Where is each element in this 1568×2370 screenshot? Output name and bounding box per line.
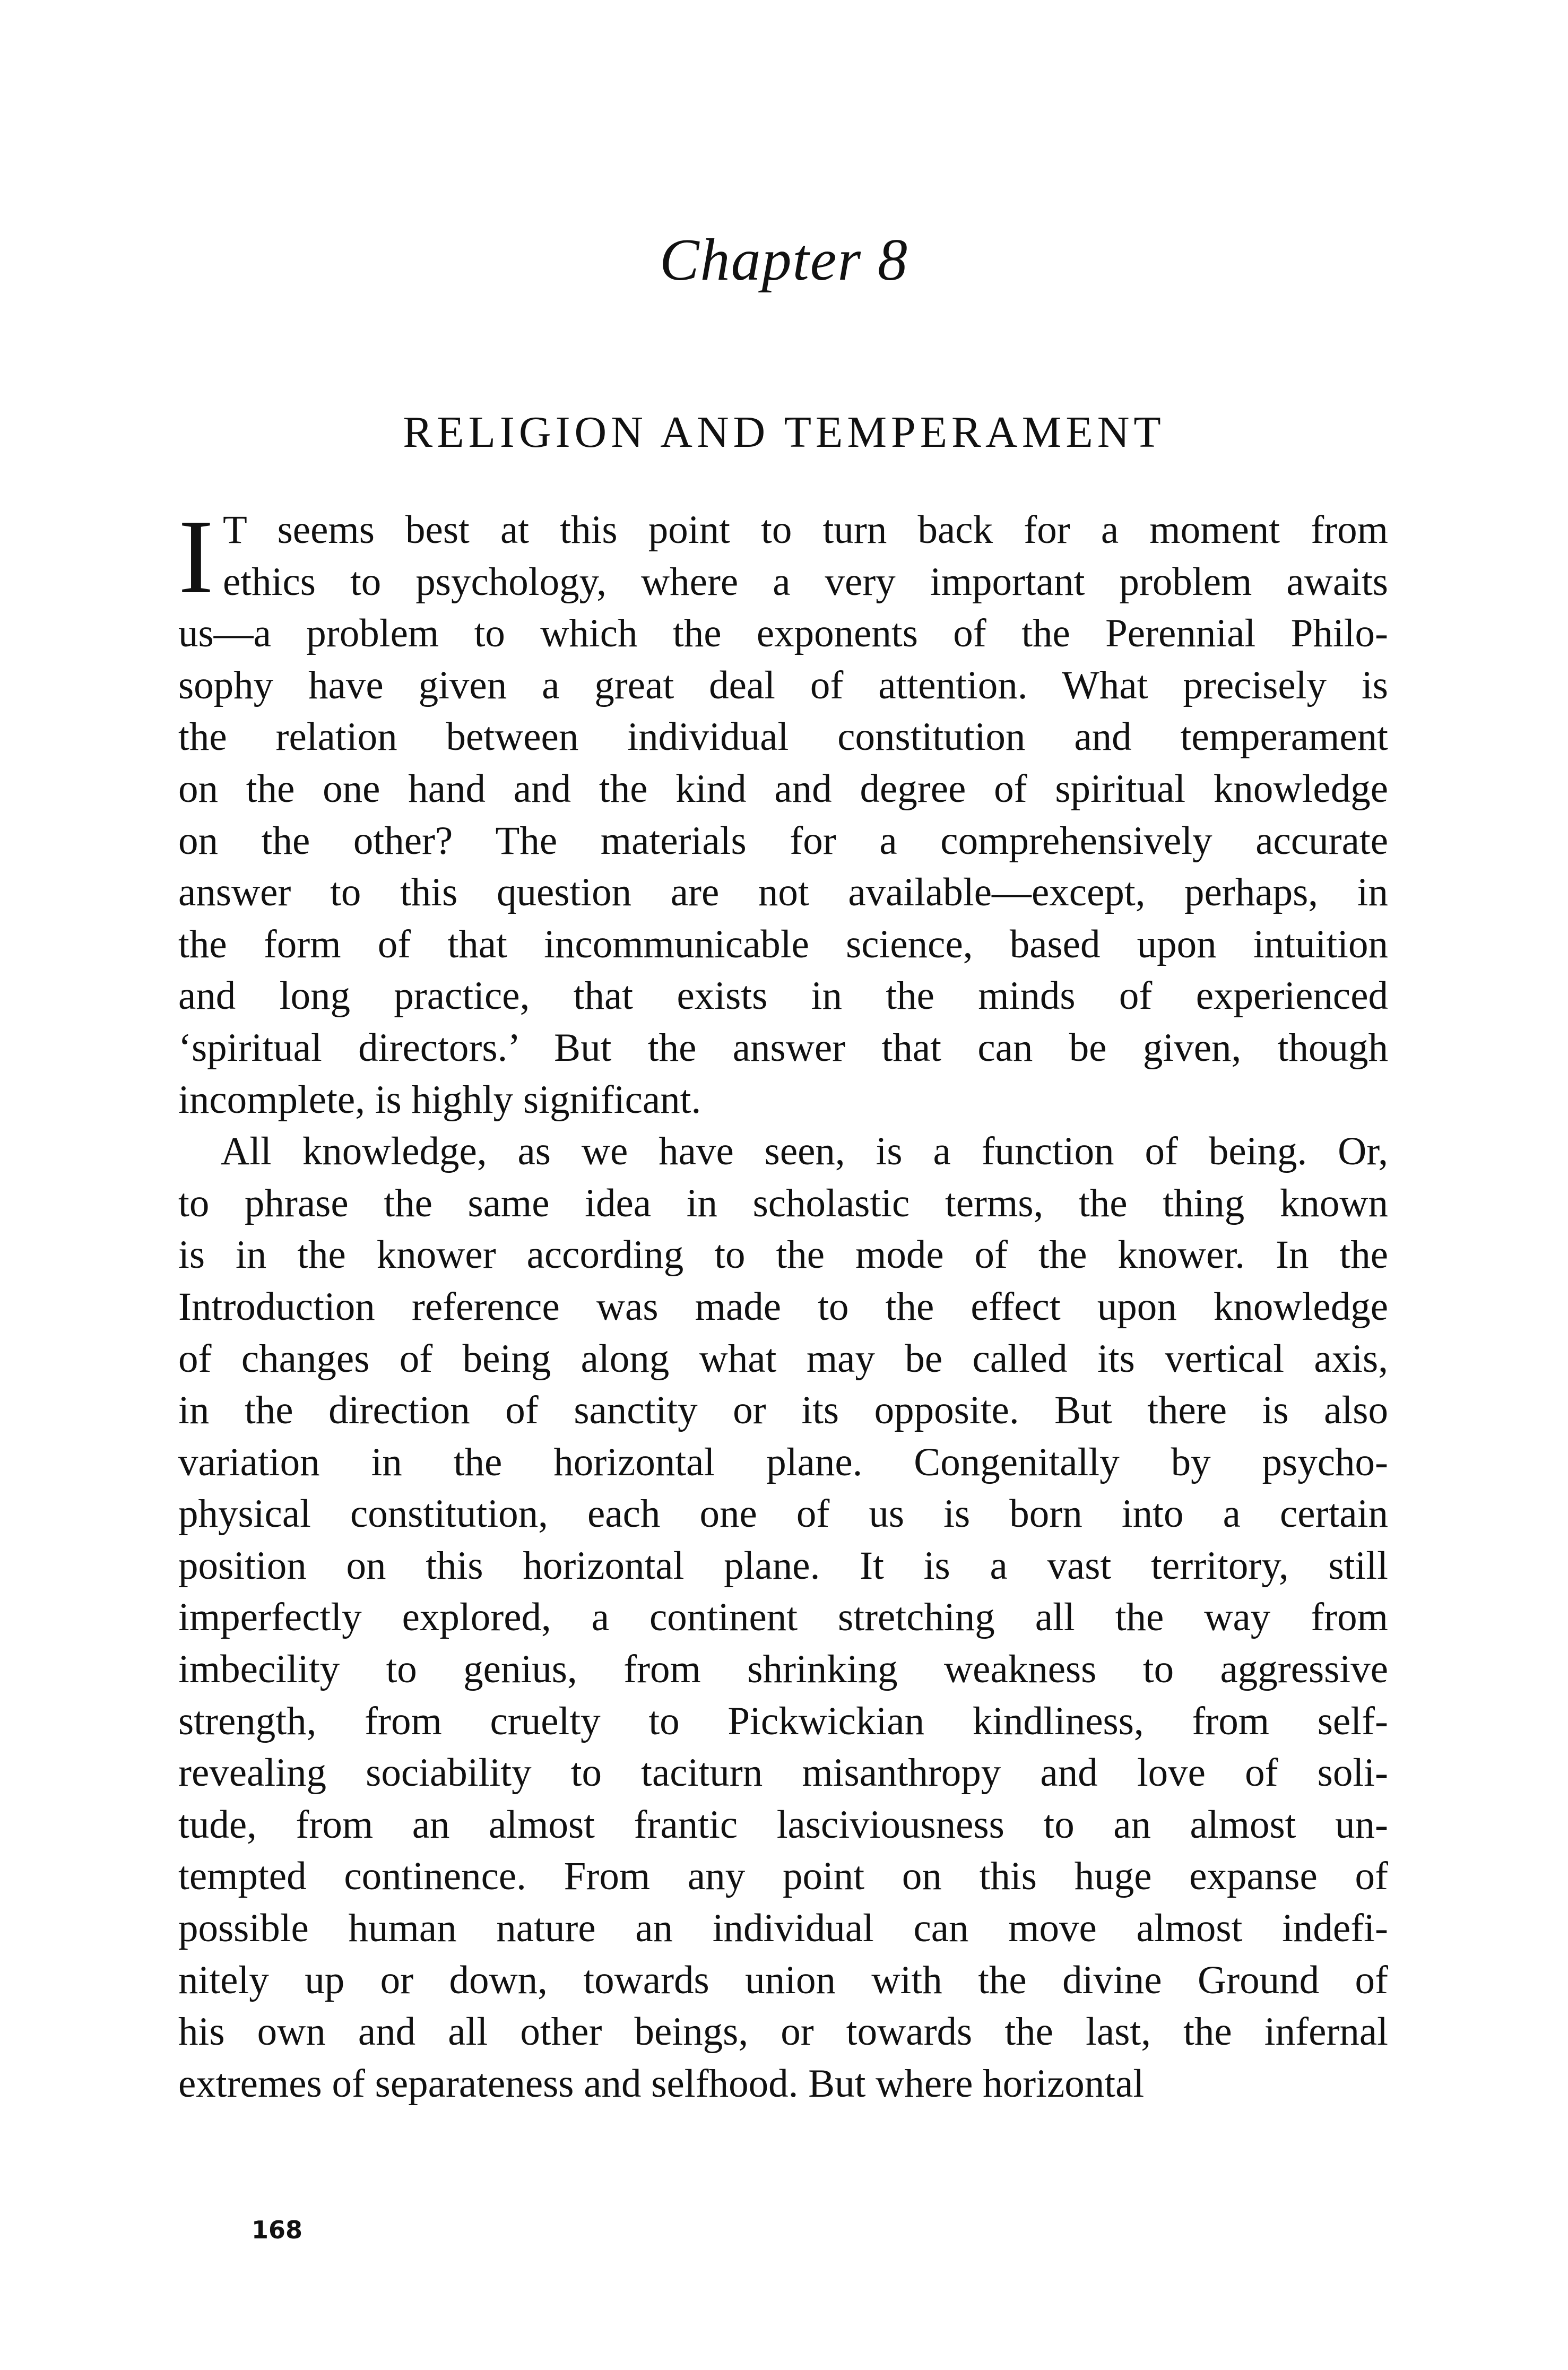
text-line: nitely up or down, towards union with the divine Ground of (178, 1958, 1388, 2002)
page-number: 168 (252, 2216, 303, 2244)
text-line: and long practice, that exists in the minds of experienced (178, 974, 1388, 1018)
text-line: the relation between individual constitution and temperament (178, 715, 1388, 759)
drop-cap: I (178, 498, 214, 616)
text-line: on the other? The materials for a comprehensively accurate (178, 818, 1388, 863)
text-line: the form of that incommunicable science, based upon intuition (178, 922, 1388, 966)
text-line: tude, from an almost frantic lasciviousness to an almost un- (178, 1802, 1388, 1847)
text-line: variation in the horizontal plane. Congenitally by psycho- (178, 1440, 1388, 1484)
text-line: incomplete, is highly significant. (178, 1077, 701, 1122)
body-text (178, 498, 1388, 2109)
text-line: Introduction reference was made to the effect upon knowledge (178, 1284, 1388, 1329)
text-line: possible human nature an individual can move almost indefi- (178, 1906, 1388, 1951)
text-line: revealing sociability to taciturn misanthropy and love of soli- (178, 1751, 1388, 1795)
text-line: physical constitution, each one of us is born into a certain (178, 1492, 1388, 1536)
text-line: extremes of separateness and selfhood. But where horizontal (178, 2061, 1145, 2106)
text-line: imperfectly explored, a continent stretching all the way from (178, 1595, 1388, 1640)
text-line: ethics to psychology, where a very important problem awaits (223, 559, 1388, 604)
text-line: in the direction of sanctity or its opposite. But there is also (178, 1388, 1388, 1433)
text-line: T seems best at this point to turn back for a moment from (223, 508, 1388, 552)
text-line: answer to this question are not available—except, perhaps, in (178, 870, 1388, 915)
chapter-label: Chapter 8 (659, 227, 909, 293)
text-line: All knowledge, as we have seen, is a function of being. Or, (221, 1129, 1388, 1174)
text-line: to phrase the same idea in scholastic terms, the thing known (178, 1181, 1388, 1225)
chapter-title: RELIGION AND TEMPERAMENT (403, 408, 1165, 457)
text-line: tempted continence. From any point on this huge expanse of (178, 1854, 1388, 1899)
text-line: ‘spiritual directors.’ But the answer that can be given, though (178, 1025, 1388, 1070)
text-line: sophy have given a great deal of attention. What precisely is (178, 663, 1388, 707)
text-line: his own and all other beings, or towards the last, the infernal (178, 2010, 1388, 2054)
text-line: on the one hand and the kind and degree of spiritual knowledge (178, 766, 1388, 811)
text-line: of changes of being along what may be called its vertical axis, (178, 1336, 1388, 1381)
text-line: imbecility to genius, from shrinking weakness to aggressive (178, 1647, 1388, 1692)
text-line: us—a problem to which the exponents of the Perennial Philo- (178, 611, 1388, 656)
text-line: position on this horizontal plane. It is a vast territory, still (178, 1543, 1388, 1588)
text-line: is in the knower according to the mode of the knower. In the (178, 1233, 1388, 1277)
text-line: strength, from cruelty to Pickwickian kindliness, from self- (178, 1699, 1388, 1743)
